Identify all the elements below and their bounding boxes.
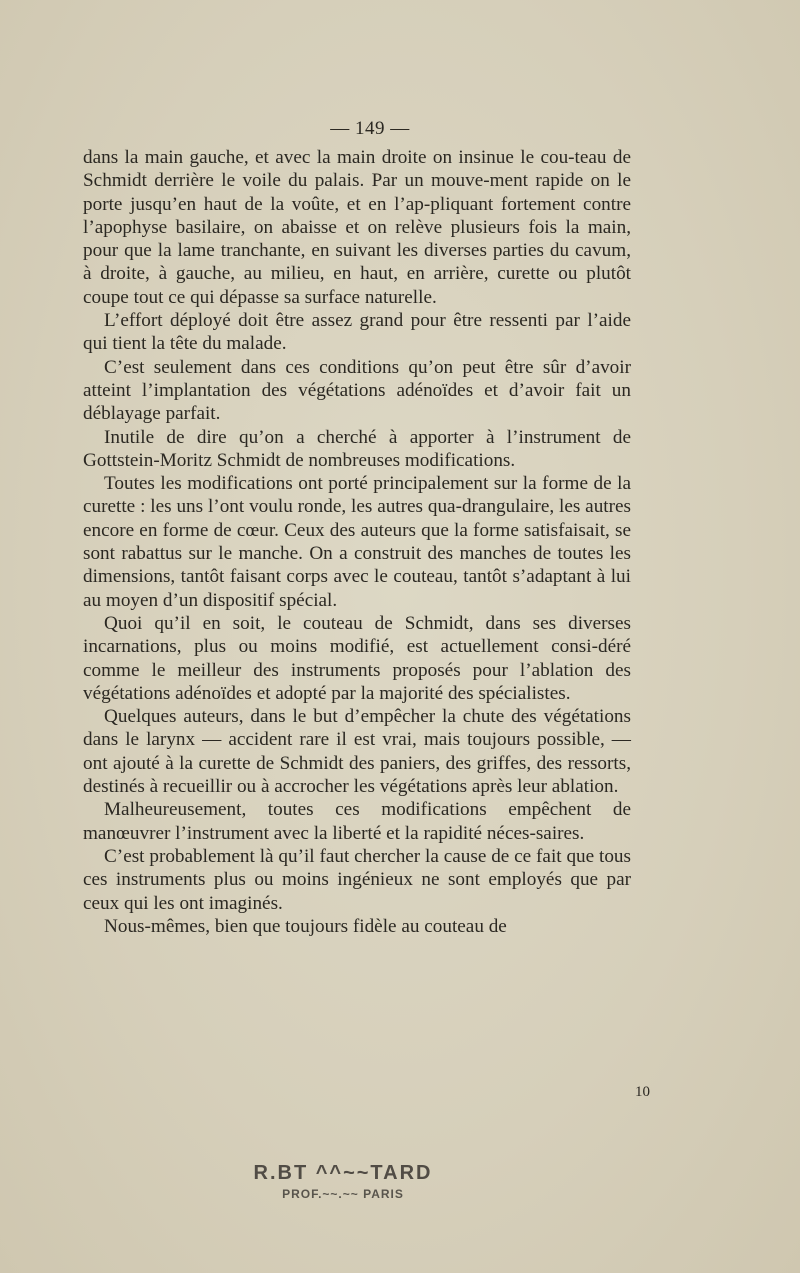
paragraph: Inutile de dire qu’on a cherché à apporter à l’instrument de Gottstein-Moritz Schmidt de nombreuses modifications. [83,426,631,471]
paragraph: dans la main gauche, et avec la main droite on insinue le cou-teau de Schmidt derrière le voile du palais. Par un mouve-ment rapide on le porte jusqu’en haut de la voûte, et en l’ap-pliquant fortement contre l’apophyse basilaire, on abaisse et on relève plusieurs fois la main, pour que la lame tranchante, en suivant les diverses parties du cavum, à droite, à gauche, au milieu, en haut, en arrière, curette ou plutôt coupe tout ce qui dépasse sa surface naturelle. [83,147,631,308]
page-number: — 149 — [330,118,410,139]
paragraph: Nous-mêmes, bien que toujours fidèle au couteau de [104,915,507,937]
body-text [83,146,631,938]
library-stamp [248,1162,438,1201]
stamp-name: R.BT ^^~~TARD [253,1162,433,1184]
stamp-subtitle: PROF.~~.~~ PARIS [282,1187,404,1201]
paragraph: Quelques auteurs, dans le but d’empêcher la chute des végétations dans le larynx — accident rare il est vrai, mais toujours possible, — ont ajouté à la curette de Schmidt des paniers, des griffes, des ressorts, destinés à recueillir ou à accrocher les végétations après leur ablation. [83,706,631,798]
paragraph: Malheureusement, toutes ces modifications empêchent de manœuvrer l’instrument avec la liberté et la rapidité néces-saires. [83,799,631,844]
paragraph: Toutes les modifications ont porté principalement sur la forme de la curette : les uns l’ont voulu ronde, les autres qua-drangulaire, les autres encore en forme de cœur. Ceux des auteurs que la forme satisfaisait, se sont rabattus sur le manche. On a construit des manches de toutes les dimensions, tantôt faisant corps avec le couteau, tantôt s’adaptant à lui au moyen d’un dispositif spécial. [83,473,631,611]
paragraph: C’est seulement dans ces conditions qu’on peut être sûr d’avoir atteint l’implantation des végétations adénoïdes et d’avoir fait un déblayage parfait. [83,356,631,425]
paragraph: Quoi qu’il en soit, le couteau de Schmidt, dans ses diverses incarnations, plus ou moins modifié, est actuellement consi-déré comme le meilleur des instruments proposés pour l’ablation des végétations adénoïdes et adopté par la majorité des spécialistes. [83,612,631,704]
paragraph: C’est probablement là qu’il faut chercher la cause de ce fait que tous ces instruments plus ou moins ingénieux ne sont employés que par ceux qui les ont imaginés. [83,845,631,914]
signature-mark: 10 [635,1084,650,1100]
paragraph: L’effort déployé doit être assez grand pour être ressenti par l’aide qui tient la tête du malade. [83,310,631,355]
